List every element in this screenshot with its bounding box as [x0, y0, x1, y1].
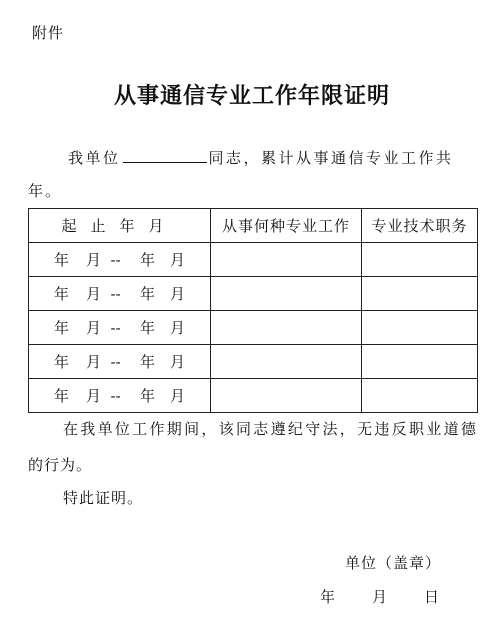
tech-title-cell[interactable] — [362, 311, 478, 345]
period-cell[interactable] — [29, 379, 211, 413]
date-day-label: 日 — [424, 588, 440, 606]
work-type-cell[interactable] — [211, 311, 362, 345]
intro-line-1 — [68, 147, 454, 168]
work-type-cell[interactable] — [211, 277, 362, 311]
table-row — [29, 345, 478, 379]
period-dash: -- — [110, 285, 121, 303]
table-row — [29, 243, 478, 277]
work-type-cell[interactable] — [211, 345, 362, 379]
period-year-start: 年 — [53, 387, 69, 405]
period-month-end: 月 — [169, 319, 185, 337]
period-year-end: 年 — [139, 285, 155, 303]
period-dash: -- — [110, 319, 121, 337]
table-row — [29, 311, 478, 345]
unit-seal-label: 单位（盖章） — [345, 554, 442, 572]
period-cell[interactable] — [29, 345, 211, 379]
period-year-end: 年 — [139, 387, 155, 405]
table-header-row — [29, 209, 478, 243]
table-row — [29, 277, 478, 311]
period-month-start: 月 — [85, 285, 101, 303]
period-dash: -- — [110, 251, 121, 269]
period-year-start: 年 — [53, 285, 69, 303]
tech-title-cell[interactable] — [362, 243, 478, 277]
tech-title-cell[interactable] — [362, 379, 478, 413]
header-work-type: 从事何种专业工作 — [211, 209, 362, 243]
work-type-cell[interactable] — [211, 243, 362, 277]
period-month-end: 月 — [169, 251, 185, 269]
conduct-line-2: 的行为。 — [28, 456, 93, 474]
period-month-start: 月 — [85, 319, 101, 337]
date-month-label: 月 — [372, 588, 388, 606]
period-month-end: 月 — [169, 285, 185, 303]
conduct-line-1: 在我单位工作期间，该同志遵纪守法，无违反职业道德 — [63, 420, 479, 438]
signature-date — [320, 586, 476, 607]
period-year-start: 年 — [53, 319, 69, 337]
document-title: 从事通信专业工作年限证明 — [113, 84, 390, 109]
period-cell[interactable] — [29, 311, 211, 345]
attachment-label: 附件 — [32, 24, 65, 42]
period-month-start: 月 — [85, 387, 101, 405]
period-year-end: 年 — [139, 251, 155, 269]
period-year-end: 年 — [139, 353, 155, 371]
date-year-label: 年 — [320, 588, 336, 606]
period-month-end: 月 — [169, 353, 185, 371]
period-month-end: 月 — [169, 387, 185, 405]
closing-statement: 特此证明。 — [63, 489, 144, 507]
period-year-end: 年 — [139, 319, 155, 337]
header-tech-title: 专业技术职务 — [362, 209, 478, 243]
tech-title-cell[interactable] — [362, 277, 478, 311]
intro-line-2: 年。 — [28, 182, 63, 200]
tech-title-cell[interactable] — [362, 345, 478, 379]
period-month-start: 月 — [85, 251, 101, 269]
intro-part-1: 我单位 — [68, 149, 121, 167]
work-type-cell[interactable] — [211, 379, 362, 413]
name-blank-field[interactable] — [123, 150, 207, 163]
period-year-start: 年 — [53, 251, 69, 269]
work-period-table — [28, 208, 478, 413]
period-cell[interactable] — [29, 243, 211, 277]
period-year-start: 年 — [53, 353, 69, 371]
table-row — [29, 379, 478, 413]
period-month-start: 月 — [85, 353, 101, 371]
intro-part-2: 同志，累计从事通信专业工作共 — [208, 149, 454, 167]
header-period: 起止年月 — [29, 209, 211, 243]
period-dash: -- — [110, 353, 121, 371]
period-dash: -- — [110, 387, 121, 405]
period-cell[interactable] — [29, 277, 211, 311]
